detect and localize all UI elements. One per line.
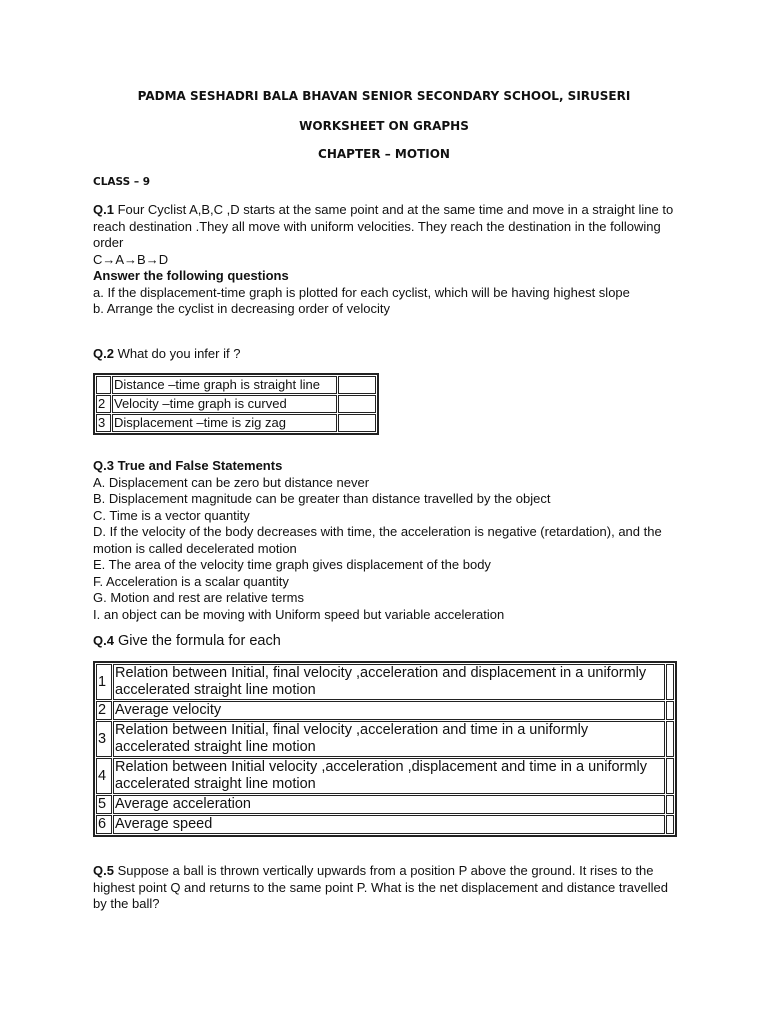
question-1-text: Q.1 Four Cyclist A,B,C ,D starts at the same point and at the same time and move in a straight line to reach destination .They all move with uniform velocities. They reach the destination in the following order bbox=[93, 202, 674, 250]
table-row: 3 Displacement –time is zig zag bbox=[96, 414, 376, 432]
question-4-table bbox=[93, 661, 677, 837]
statement-b: B. Displacement magnitude can be greater than distance travelled by the object bbox=[93, 491, 551, 506]
cyclist-order: C→A→B→D bbox=[93, 251, 169, 267]
table-row: Distance –time graph is straight line bbox=[96, 376, 376, 394]
table-row: 6 Average speed bbox=[96, 815, 674, 834]
question-3-title: Q.3 True and False Statements bbox=[93, 458, 283, 473]
question-1a: a. If the displacement-time graph is plotted for each cyclist, which will be having highest slope bbox=[93, 284, 630, 300]
table-row: 2 Velocity –time graph is curved bbox=[96, 395, 376, 413]
question-number: Q.4 bbox=[93, 633, 114, 648]
question-2: Q.2 What do you infer if ? bbox=[93, 346, 241, 361]
answer-heading: Answer the following questions bbox=[93, 268, 289, 283]
chapter-title: CHAPTER – MOTION bbox=[318, 147, 450, 161]
question-number: Q.2 bbox=[93, 346, 114, 361]
question-1b: b. Arrange the cyclist in decreasing order of velocity bbox=[93, 301, 390, 316]
question-4: Q.4 Give the formula for each bbox=[93, 633, 281, 649]
table-row: 4 Relation between Initial velocity ,acceleration ,displacement and time in a uniformly accelerated straight line motion bbox=[96, 758, 674, 794]
question-3 bbox=[93, 458, 683, 623]
question-5: Q.5 Suppose a ball is thrown vertically upwards from a position P above the ground. It rises to the highest point Q and returns to the same point P. What is the net displacement and distance travelled by the ball? bbox=[93, 863, 668, 911]
statement-e: E. The area of the velocity time graph gives displacement of the body bbox=[93, 557, 491, 572]
worksheet-title: WORKSHEET ON GRAPHS bbox=[299, 119, 469, 133]
question-1 bbox=[93, 202, 683, 318]
statement-c: C. Time is a vector quantity bbox=[93, 507, 250, 523]
table-row: 2 Average velocity bbox=[96, 701, 674, 720]
class-label: CLASS – 9 bbox=[93, 176, 151, 188]
statement-g: G. Motion and rest are relative terms bbox=[93, 590, 304, 605]
statement-i: I. an object can be moving with Uniform speed but variable acceleration bbox=[93, 606, 505, 622]
question-number: Q.3 bbox=[93, 458, 114, 473]
statement-f: F. Acceleration is a scalar quantity bbox=[93, 573, 289, 589]
table-row: 3 Relation between Initial, final velocity ,acceleration and time in a uniformly accelerated straight line motion bbox=[96, 721, 674, 757]
statement-a: A. Displacement can be zero but distance never bbox=[93, 474, 370, 490]
question-number: Q.5 bbox=[93, 863, 114, 878]
question-number: Q.1 bbox=[93, 202, 114, 217]
statement-d: D. If the velocity of the body decreases with time, the acceleration is negative (retardation), and the motion is called decelerated motion bbox=[93, 524, 662, 556]
question-2-table bbox=[93, 373, 379, 435]
table-row: 5 Average acceleration bbox=[96, 795, 674, 814]
table-row: 1 Relation between Initial, final velocity ,acceleration and displacement in a uniformly accelerated straight line motion bbox=[96, 664, 674, 700]
school-name: PADMA SESHADRI BALA BHAVAN SENIOR SECONDARY SCHOOL, SIRUSERI bbox=[137, 89, 631, 103]
